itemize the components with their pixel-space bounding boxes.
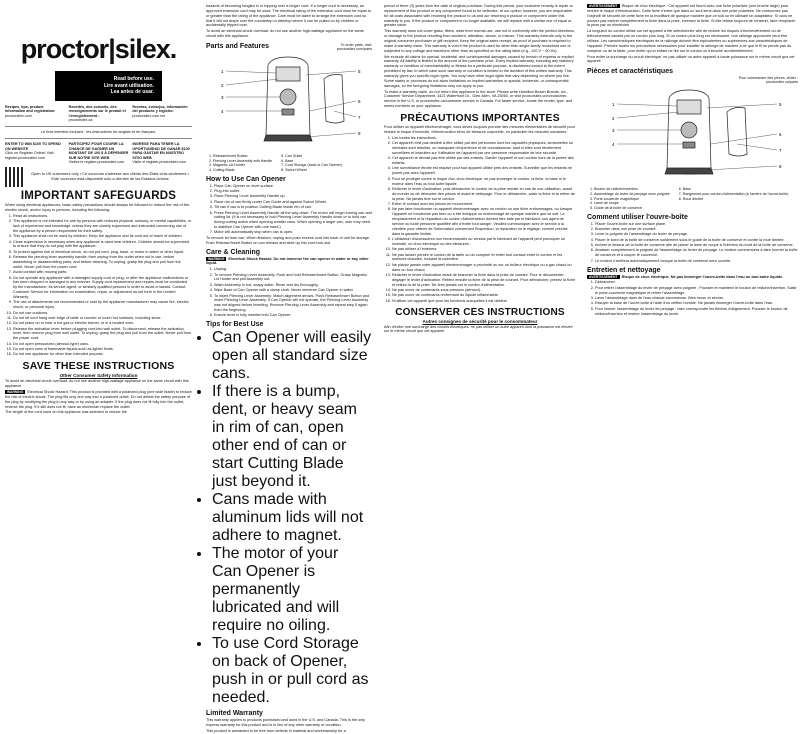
fr-warning-text: Risque de choc électrique : Cet appareil est fourni avec une fiche polarisée (une broche large) pour réduire le risque d'électrocution. Cette fiche n'entre que dans un seul sens dans une prise polarisée. Ne contournez pas l'objectif de sécurité de cette fiche en la modifiant de quelque manière que ce soit ou en utilisant un adaptateur. Si vous ne pouvez pas insérer complètement la fiche dans la prise, inversez la fiche. Si elle refuse toujours de s'insérer, faire remplacer la prise par un électricien. (587, 4, 796, 28)
list-item: 2. Pour retirer l'assemblage du levier de perçage avec poignée : Pousser et maintenir le bouton de relâche/insertion. Saisir le porte-couvercle magnétique et retirer l'assemblage. (595, 286, 798, 296)
read-before-use-box (55, 71, 162, 101)
side-view (324, 75, 344, 124)
entretien-warning-text: Risque de choc électrique. Ne pas immerger l'ouvre-boîte dans l'eau ou tout autre liquide. (621, 274, 784, 279)
can-opener-diagram (206, 51, 372, 147)
list-item: 2. Cet appareil n'est pas destiné à être utilisé par des personnes dont les capacités physiques, sensorielles ou mentales sont réduites, ou manquant d'expérience et de connaissance, sauf si elles sont étroitement surveillées et instruites sur l'utilisation de l'appareil par une personne responsable de leur sécurité. (392, 141, 576, 156)
callout-2: 2 (221, 83, 224, 89)
list-item: 8. Ne pas faire fonctionner un appareil électroménager avec un cordon ou une fiche endommagés, ou lorsque l'appareil ne fonctionne pas bien ou a été échappé ou endommagé de quelque manière que ce soit. Le remplacement et la réparation du cordon d'alimentation doivent être faits par le fabricant, son agent de service ou toute personne qualifiée afin d'éviter tout danger. Veuillez communiquer avec le service à la clientèle pour obtenir de l'information concernant l'inspection, la réparation ou le réglage, comme précisé dans la garantie limitée. (392, 207, 576, 236)
list-item: • To use Cord Storage on back of Opener, push in or pull cord as needed. (212, 635, 372, 707)
list-item: 6. Release the piercing lever assembly handle; then unplug from the outlet when not in use, before assembling or disassembling parts, and before cleaning. To unplug, grasp the plug and pull from the outlet. Never pull from the power cord. (13, 255, 192, 270)
callout-8: 8 (779, 164, 782, 170)
care-list (206, 267, 372, 318)
list-item: 3. Wash Assembly in hot, soapy water. Rinse and dry thoroughly. (214, 283, 372, 288)
precautions-intro: Pour utiliser un appareil électroménager, vous devez toujours prendre des mesures élémentaires de sécurité pour réduire le risque d'incendie, d'électrocution et/ou de blessure corporelle, en particulier les mesures suivantes : (384, 125, 576, 134)
base (665, 168, 713, 174)
contest-body: Visite el register.proctorsilex.com (132, 160, 187, 165)
list-item: 3. Laver l'assemblage dans de l'eau chaude savonneuse. Bien rincer et sécher. (595, 296, 798, 301)
tagline-en: Read before use. (113, 76, 154, 82)
list-item: 7. Motor will automatically stop when can is open. (214, 230, 372, 235)
contest-grid (5, 142, 192, 165)
contact-grid (5, 105, 192, 124)
save-p3: The length of the cord used on this appliance was selected to reduce the (5, 410, 128, 415)
warning-text: Electrical Shock Hazard: This product is provided with a polarized plug (one wide blade) to reduce the risk of electric shock. The plug fits only one way into a polarized outlet. Do not defeat the safety purpose of the plug by modifying the plug in any way or by using an adapter. If the plug does not fit fully into the outlet, reverse the plug. If it still does not fit, have an electrician replace the outlet. (5, 390, 192, 409)
list-item: 12. Do not place on or near a hot gas or electric burner, or in a heated oven. (13, 321, 192, 326)
piece-item: 1. Bouton de relâche/insertion (594, 187, 670, 192)
howto-title: How to Use Can Opener (206, 175, 286, 183)
warning-label: WARNING (208, 256, 225, 261)
piece-item: 2. Assemblage du levier de perçage avec poignée (594, 192, 670, 197)
list-item: 10. Do not use outdoors. (13, 311, 192, 316)
part-item: 3. Magnetic Lid Holder (213, 163, 272, 168)
list-item: 1. Read all instructions. (13, 214, 192, 219)
list-item: 1. Placer l'ouvre-boîte sur une surface plane. (595, 222, 798, 227)
warranty-title: Limited Warranty (206, 710, 263, 718)
list-item: • If there is a bump, dent, or heavy seam in rim of can, open other end of can or start Cutting Blade just beyond it. (212, 383, 372, 491)
cutting-head (681, 122, 697, 138)
precautions-list (384, 136, 576, 304)
care-warning (206, 257, 372, 267)
entretien-list (587, 280, 798, 316)
list-item: 3. Place Piercing Lever Assembly Handle up. (214, 194, 372, 199)
lever-handle (276, 67, 300, 81)
pieces-list-b (676, 187, 789, 210)
list-item: 16. Do not use appliance for other than intended purpose. (13, 352, 192, 357)
fr-circuit-text: Pour éviter la surcharge du circuit électrique, ne pas utiliser un autre appareil à haute puissance sur le même circuit que cet appareil. (587, 54, 795, 64)
piece-item: 6. Base (683, 187, 789, 192)
list-item: 2. This appliance is not intended for use by persons with reduced physical, sensory, or mental capabilities, or lack of experience and knowledge, unless they are closely supervised and instructed concerning use of the appliance by a person responsible for their safety. (13, 219, 192, 234)
list-item: 7. Le moteur s'arrêtera automatiquement lorsque la boîte de conserve sera ouverte. (595, 259, 798, 264)
tips-list (206, 329, 372, 707)
warning-label: AVERTISSEMENT (589, 274, 618, 279)
list-item: 3. Cet appareil ne devrait pas être utilisé par des enfants. Garder l'appareil et son cordon hors de la portée des enfants. (392, 156, 576, 166)
column-instructions-fr (583, 0, 802, 577)
part-item: 6. Base (285, 159, 342, 164)
can-guide (282, 109, 294, 115)
safeguards-list (5, 214, 192, 358)
divider (5, 126, 192, 127)
column-cover (0, 0, 197, 577)
part-item: 1. Release/Insert Button (213, 154, 272, 159)
callout-4: 4 (612, 142, 615, 148)
list-item: 8. Do not operate any appliance with a damaged supply cord or plug, or after the appliance malfunctions or has been dropped or damaged in any manner. Supply cord replacement and repairs must be conducted by the manufacturer, its service agent, or similarly qualified persons in order to avoid a hazard. Contact Customer Service for information on examination, repair, or adjustment as set forth in the Limited Warranty. (13, 276, 192, 300)
list-item: 4. Essuyer la base de l'ouvre-boîte à l'aide d'un chiffon humide. Ne jamais immerger l'ouvre-boîte dans l'eau. (595, 301, 798, 306)
contest-title: ENTER TO WIN $100 TO SPEND ON WEBSITE (5, 141, 61, 151)
list-item: 9. The use of attachments not recommended or sold by the appliance manufacturer may cause fire, electric shock, or personal injury. (13, 300, 192, 310)
callout-4: 4 (221, 109, 224, 115)
fr-order-note: Pour commander des pièces, visiter : proctorsilex.ca/parts (738, 76, 798, 85)
cord-text-2: To avoid an electrical circuit overload, do not use another high-wattage appliance on the same circuit with this appliance. (206, 29, 364, 39)
part-item: 5. Can Guide (285, 154, 342, 159)
contest-en (5, 142, 65, 165)
list-item: 6. Relâcher le levier d'activation, puis débrancher le cordon de la prise murale en cas de non-utilisation, avant de monter ou de démonter des pièces et avant le nettoyage. Pour le débrancher, saisir la fiche et la retirer de la prise. Ne jamais tirer sur le cordon. (392, 187, 576, 202)
callout-6: 6 (358, 99, 361, 105)
contest-title: PARTICIPEZ POUR COURIR LA CHANCE DE GAGNER UN MONTANT DE 100 $ À DÉPENSER SUR NOTRE SITE WEB (68, 141, 129, 160)
list-item: 2. To remove Piercing Lever Assembly: Push and hold Release/Insert Button. Grasp Magnetic Lid Holder and pull Assembly out. (214, 273, 372, 283)
list-item: 1. Unplug. (214, 267, 372, 272)
callout-5: 5 (358, 69, 361, 75)
contest-title: INGRESE PARA TENER LA OPORTUNIDAD DE GANAR $100 PARA GASTAR EN NUESTRO SITIO WEB (132, 141, 190, 160)
contest-es (132, 142, 192, 165)
contact-site[interactable]: proctorsilex.ca (68, 118, 93, 123)
part-item: 8. Swivel Wheel (285, 168, 342, 173)
column-instructions-en (202, 0, 376, 734)
warranty-p4: To make a warranty claim, do not return this appliance to the store. Please write Hamilton Beach Brands, Inc., Customer Service Department, 4421 Waterfront Dr., Glen Allen, VA 23060, or visit proctorsilex.com/customer-service in the U.S. or proctorsilex.ca/customer-service in Canada. For faster service, locate the model, type, and series numbers on your appliance. (384, 89, 573, 109)
pieces-title: Pièces et caractéristiques (587, 68, 673, 76)
list-item: 2. Brancher dans une prise de courant. (595, 227, 798, 232)
warranty-text-2: This product is warranted to be free from defects in material and workmanship for a (206, 729, 346, 734)
list-item: 6. Ensure lever is fully inserted into Can Opener. (214, 313, 372, 318)
list-item: 6. Abaisser complètement la poignée de l'assemblage du levier de perçage. Le moteur commencera à faire tourner la boîte de conserve et à couper le couvercle. (595, 248, 798, 258)
list-item: 6. Press Piercing Lever Assembly Handle all the way down. The motor will begin turning can and cutting lid. (It is not necessary to hold Piercing Lever Assembly Handle down or to hold can during cutting action when opening smaller cans. When opening a larger can, user may need to stabilize Can Opener with one hand.) (214, 211, 372, 230)
callout-1: 1 (612, 102, 615, 108)
contact-site[interactable]: proctorsilex.com.mx (132, 113, 166, 118)
list-item: • Cans made with aluminum lids will not adhere to magnet. (212, 491, 372, 545)
callout-7: 7 (779, 148, 782, 154)
warranty-p2: This warranty does not cover glass, filters, wear from normal use, use not in conformity with the printed directions, or damage to the product resulting from accident, alteration, abuse, or misuse. This warranty extends only to the original consumer purchaser or gift recipient. Keep the original sales receipt, as proof of purchase is required to make a warranty claim. This warranty is void if the product is used for other than single-family household use or subjected to any voltage and waveform other than as specified on the rating label (e.g., 120 V ~ 60 Hz). (384, 29, 575, 53)
pieces-legend (587, 187, 798, 210)
callout-8: 8 (358, 131, 361, 137)
list-item: 2. Plug into outlet. (214, 189, 372, 194)
piece-item: 5. Guide de la boîte de conserve (594, 206, 670, 211)
list-item: 13. Release the activation lever before plugging cord into wall outlet. To disconnect, release the activation lever, then remove plug from wall outlet. To unplug, grasp the plug and pull from the outlet. Never pull from the power cord. (13, 327, 192, 342)
list-item: 16. N'utiliser cet appareil que pour les fonctions auxquelles il est destiné. (392, 299, 576, 304)
care-warning-text: Electrical Shock Hazard. Do not immerse the can opener in water or any other liquid. (206, 256, 369, 266)
part-item: 7. Cord Storage (back of Can Opener) (285, 163, 342, 168)
list-item: • The motor of your Can Opener is permanently lubricated and will require no oiling. (212, 545, 372, 635)
tagline-fr: Lire avant utilisation. (103, 82, 154, 89)
cutting-head (280, 89, 296, 105)
inverse-note: Le livre interieur incluant : les instructions en anglais et en français. (40, 129, 157, 134)
contact-title: Recipes, tips, product information and registration: (5, 104, 56, 114)
conserver-title: CONSERVER CES INSTRUCTIONS (395, 306, 565, 318)
parts-list-b (278, 154, 342, 173)
list-item: 15. Ne pas ouvrir de contenants renfermant du liquide inflammable. (392, 293, 576, 298)
callout-3: 3 (612, 128, 615, 134)
list-item: 13. Relâcher le levier d'activation avant de brancher la fiche dans la prise de courant. Pour le déconnecter, dégager le levier d'activation. Retirez ensuite la fiche de la prise de courant. Pour débrancher, prenez la fiche et retirez-la de la prise. Ne tirez jamais sur le cordon d'alimentation. (392, 273, 576, 288)
parts-legend (206, 154, 372, 173)
warning-label: WARNING (7, 390, 24, 394)
column-warranty-fr (380, 0, 580, 577)
part-item: 2. Piercing Lever Assembly with Handle (213, 159, 272, 164)
piece-item: 4. Lame de coupe (594, 201, 670, 206)
contest-footer: Open to US customers only • Ce concours s'adresse aux clients des États-Unis seulement • Este concurso está disponible sólo a clientes de los Estados Unidos (31, 171, 189, 181)
conserver-subtitle: Autres consignes de sécurité pour le consommateur (422, 318, 538, 324)
howto-list (206, 184, 372, 236)
list-item: 14. Do not open pressurized (aerosol-type) cans. (13, 342, 192, 347)
part-item: 4. Cutting Blade (213, 168, 272, 173)
fr-warning (587, 4, 798, 28)
brand-logo: proctor|silex. (20, 34, 177, 64)
order-parts-note: To order parts, visit: proctorsilex.com/parts (336, 43, 372, 52)
save-subtitle: Other Consumer Safety Information (59, 373, 138, 379)
list-item: 14. Ne pas ouvrir de contenants sous pression (aérosol). (392, 288, 576, 293)
list-item: 10. Ne pas utiliser à l'extérieur. (392, 247, 576, 252)
qr-code-icon[interactable] (5, 167, 25, 187)
contest-body: Visitez le register.proctorsilex.com (68, 160, 125, 165)
list-item: 1. Lire toutes les instructions. (392, 136, 576, 141)
howto-note: To remove lid from can: When finished, unplug and push excess cord into back of unit for storage. Push Release/Insert Button on can release and slide up into cord lock slot. (206, 235, 370, 245)
list-item: 3. This appliance shall not be used by children. Keep the appliance and its cord out of reach of children. (13, 234, 192, 239)
can-opener-diagram-fr (587, 84, 797, 180)
piece-item: 3. Porte-couvercle magnétique (594, 197, 670, 202)
list-item: 5. Pour se protéger contre le risque d'un choc électrique, ne pas immerger le cordon, la fiche, la base ni le moteur dans l'eau ou tout autre liquide. (392, 177, 576, 187)
list-item: 1. Place Can Opener on level surface. (214, 184, 372, 189)
contact-es (132, 105, 192, 124)
tips-title: Tips for Best Use (206, 321, 264, 329)
contact-en (5, 105, 65, 124)
list-item: 4. Une surveillance étroite est requise pour tout appareil utilisé près des enfants. Surveiller que les enfants ne jouent pas avec l'appareil. (392, 166, 576, 176)
piece-item: 8. Roue dentée (683, 197, 789, 202)
warranty-text: This warranty applies to products purchased and used in the U.S. and Canada. This is the only express warranty for this product and is in lieu of any other warranty or condition. (206, 718, 366, 728)
list-item: 1. Débrancher. (595, 280, 798, 285)
warning-label: AVERTISSEMENT (589, 4, 618, 8)
save-title: SAVE THESE INSTRUCTIONS (22, 360, 175, 373)
list-item: 3. Lever la poignée de l'assemblage du levier de perçage. (595, 232, 798, 237)
contact-site[interactable]: proctorsilex.com (5, 113, 32, 118)
comment-title: Comment utiliser l'ouvre-boîte (587, 213, 688, 221)
base (264, 135, 312, 141)
list-item: 11. Ne pas laisser pendre le cordon de la table ou du comptoir et éviter tout contact entre le cordon et les surfaces chaudes, incluant la cuisinière. (392, 253, 576, 263)
contact-fr (69, 105, 129, 124)
contact-title: Recettes, des conseils, des renseignements sur le produit et l'enregistrement : (68, 104, 126, 118)
cord-text: hazards of becoming tangled in or tripping over a longer cord. If a longer cord is necessary, an approved extension cord may be used. The electrical rating of the extension cord must be equal to or greater than the rating of the appliance. Care must be taken to arrange the extension cord so that it will not drape over the countertop or tabletop where it can be pulled on by children or accidentally tripped over. (206, 4, 371, 28)
divider (5, 138, 192, 139)
callout-1: 1 (221, 69, 224, 75)
list-item: 11. Do not let cord hang over edge of table or counter or touch hot surfaces, including stove. (13, 316, 192, 321)
precautions-title: PRÉCAUTIONS IMPORTANTES (400, 112, 560, 125)
warranty-cont: period of three (3) years from the date of original purchase. During this period, your exclusive remedy is repair or replacement of this product or any component found to be defective, at our option; however, you are responsible for all costs associated with returning the product to us and our returning a product or component under this warranty to you. If the product or component is no longer available, we will replace with a similar one of equal or greater value. (384, 4, 573, 28)
entretien-warning (587, 275, 798, 280)
callout-3: 3 (221, 95, 224, 101)
list-item: 5. To protect against risk of electrical shock, do not put cord, plug, base, or motor in water or other liquid. (13, 250, 192, 255)
lever-handle (677, 100, 701, 114)
list-item: 12. Ne placez jamais votre appareil électroménager à proximité ou sur un brûleur électrique ou à gaz chaud ou dans un four chaud. (392, 263, 576, 273)
tagline-es: Lea antes de usar. (110, 89, 154, 95)
list-item: 5. Pour insérer l'assemblage du levier de perçage : faire correspondre les flèches d'alignement. Pousser le bouton de relâche/insertion et insérer l'assemblage du levier. (595, 307, 798, 317)
can-guide (683, 142, 695, 148)
list-item: 4. Close supervision is necessary when any appliance is used near children. Children should be supervised to ensure that they do not play with the appliance. (13, 240, 192, 250)
list-item: 4. Placer le bord de la boîte de conserve solidement sous le guide de la boîte de conserve et contre la roue dentée. (595, 238, 798, 243)
list-item: • Can Opener will easily open all standard size cans. (212, 329, 372, 383)
conserver-text: Afin d'éviter une surcharge des circuits électriques, ne pas utiliser un autre appareil dont la puissance est élevée sur le même circuit que cet appareil. (384, 324, 573, 334)
callout-2: 2 (612, 116, 615, 122)
list-item: 5. To insert Piercing Lever Assembly: Match alignment arrows. Push Release/Insert Button and insert Piercing Lever Assembly. If Can Opener will not operate, the Piercing Lever Assembly was not aligned before inserting. Remove Piercing Lever Assembly and repeat step 5 again from the beginning. (214, 294, 372, 313)
list-item: 15. Do not open cans of flammable liquids such as lighter fluids. (13, 347, 192, 352)
list-item: 4. Place rim of can firmly under Can Guide and against Swivel Wheel. (214, 200, 372, 205)
save-p2 (5, 390, 192, 409)
list-item: 9. L'utilisation d'accessoires non recommandés ou vendus par le fabricant de l'appareil peut provoquer un incendie, un choc électrique ou des blessures. (392, 237, 576, 247)
care-title: Care & Cleaning (206, 248, 261, 256)
contest-fr (69, 142, 129, 165)
parts-list-a (206, 154, 272, 173)
comment-list (587, 222, 798, 264)
side-view (727, 108, 747, 157)
entretien-title: Entretien et nettoyage (587, 266, 661, 274)
safeguards-title: IMPORTANT SAFEGUARDS (20, 190, 177, 202)
callout-5: 5 (779, 102, 782, 108)
list-item: 7. Avoid contact with moving parts. (13, 270, 192, 275)
fr-cord-text: La longueur du cordon utilisé sur cet appareil a été sélectionnée afin de réduire les risques d'enchevêtrement ou de trébuchement causés par un cordon plus long. Si un cordon plus long est nécessaire, une rallonge approuvée peut être utilisée. Les caractéristiques électriques de la rallonge doivent être équivalentes ou supérieures aux caractéristiques de l'appareil. Prendre toutes les précautions nécessaires pour installer la rallonge de manière à ce que le fil ne pende pas du comptoir ou de la table, pour éviter qu'un enfant ne tire sur le cordon ou trébuche accidentellement. (587, 29, 792, 53)
pieces-list-a (587, 187, 670, 210)
list-item: 5. Tilt can if can is to position Cutting Blade inside rim of can. (214, 205, 372, 210)
callout-6: 6 (779, 132, 782, 138)
contact-title: Recetas, consejos, información del producto y registro: (132, 104, 188, 114)
list-item: 4. Wipe Base of Can Opener with a damp cloth. Never immerse Can Opener in water. (214, 288, 372, 293)
safeguards-intro: When using electrical appliances, basic safety precautions should always be followed to reduce the risk of fire, electric shock, and/or injury to persons, including the following: (5, 203, 191, 212)
callout-7: 7 (358, 115, 361, 121)
parts-title: Parts and Features (206, 43, 270, 51)
warranty-p3: We exclude all claims for special, incidental, and consequential damages caused by breach of express or implied warranty. All liability is limited to the amount of the purchase price. Every implied warranty, including any statutory warranty or condition of merchantability or fitness for a particular purpose, is disclaimed except to the extent prohibited by law, in which case such warranty or condition is limited to the duration of this written warranty. This warranty gives you specific legal rights. You may have other legal rights that vary depending on where you live. Some states or provinces do not allow limitations on implied warranties or special, incidental, or consequential damages, so the foregoing limitations may not apply to you. (384, 54, 574, 88)
contest-body: Click on Register Online! Visit register.proctorsilex.com (5, 151, 54, 160)
list-item: 5. Incliner le dessus de la boîte de conserve afin de placer la lame de coupe à l'intérieur du bord de la boîte de conserve. (595, 243, 798, 248)
list-item: 7. Éviter le contact avec les pièces en mouvement. (392, 202, 576, 207)
save-p1: To avoid an electrical circuit overload, do not use another high-wattage appliance on the same circuit with this appliance. (5, 379, 189, 389)
piece-item: 7. Rangement pour cordon d'alimentation (à l'arrière de l'ouvre-boîte) (683, 192, 789, 197)
